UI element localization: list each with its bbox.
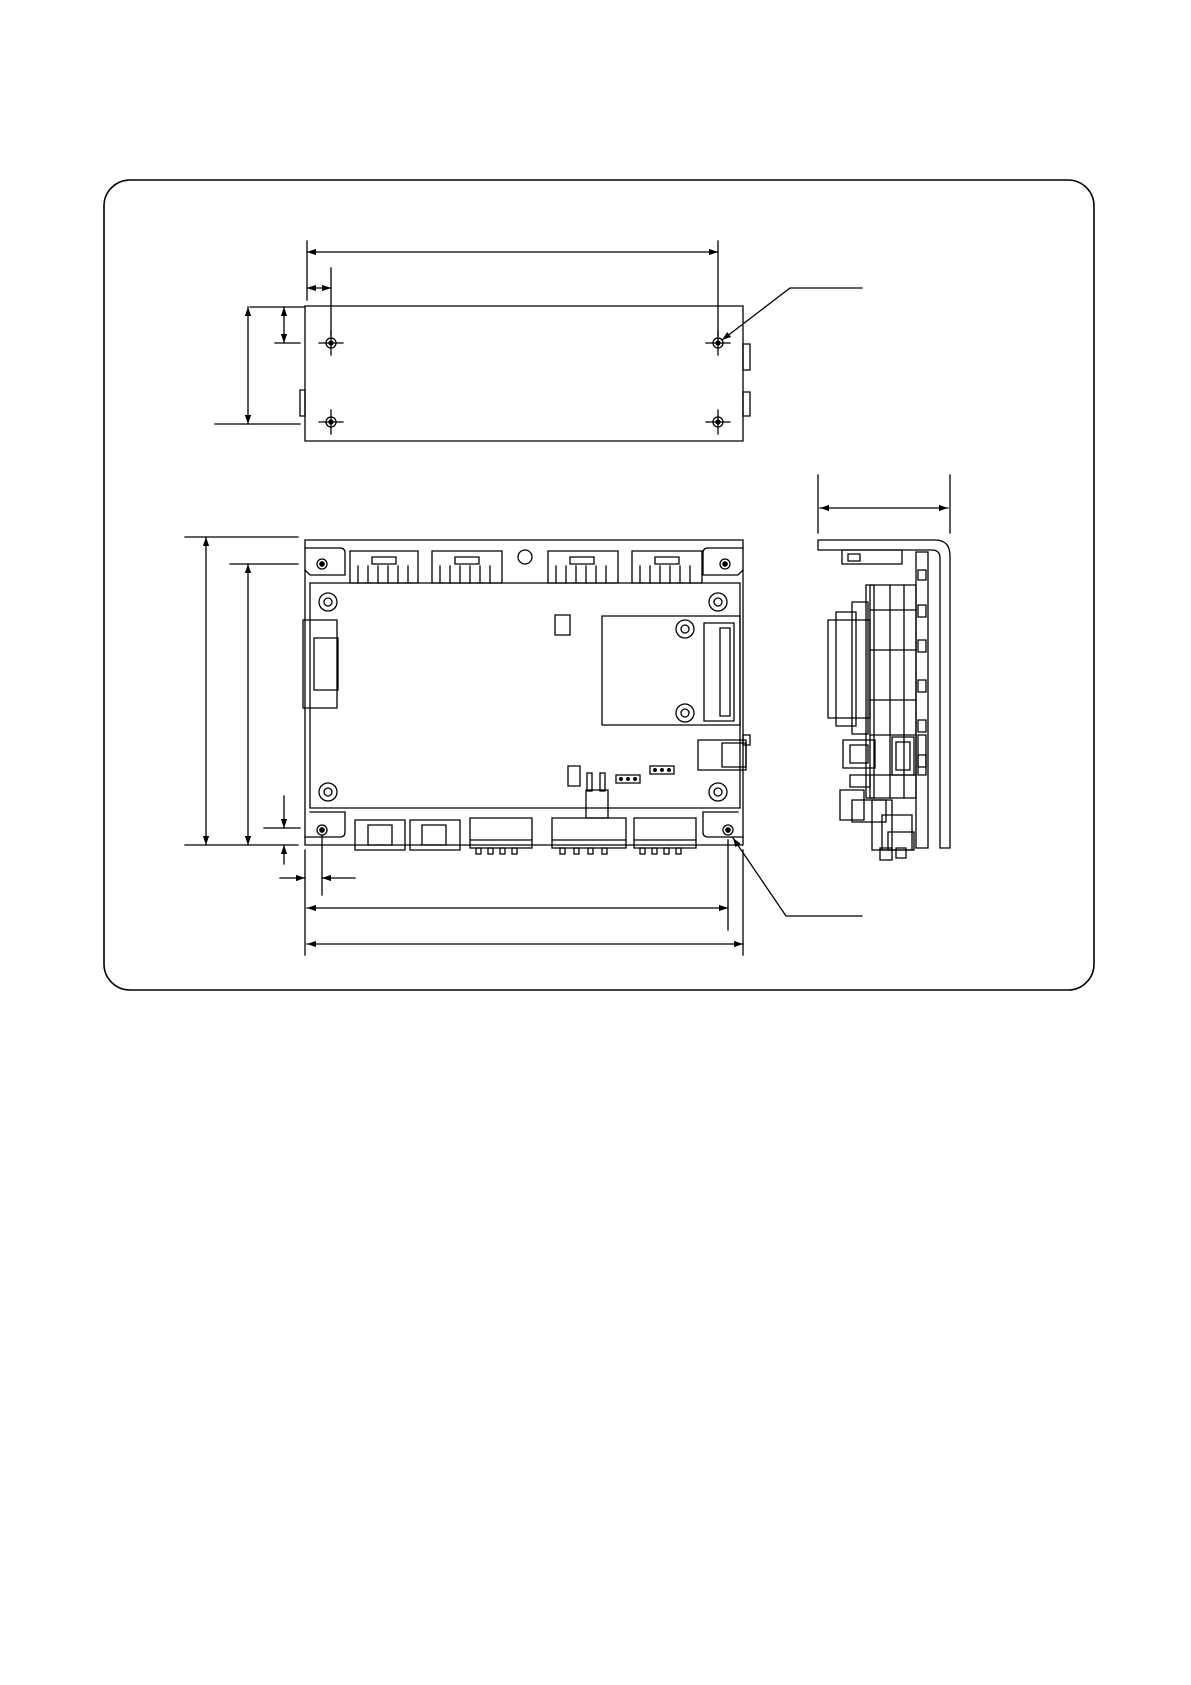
side-view [818, 475, 950, 860]
front-view-daughter-module [602, 616, 740, 725]
front-view [185, 537, 862, 955]
front-view-dim-overall-width [307, 850, 743, 955]
top-view-hole-bl [319, 410, 343, 434]
top-view-dim-hole-vertical-offset [250, 307, 305, 343]
side-view-dim-depth [818, 475, 950, 533]
top-view-dim-hole-pitch [307, 241, 718, 335]
top-view-dim-hole-offset [307, 268, 331, 335]
top-view-dim-hole-vertical-pitch [215, 307, 300, 424]
side-view-dsub-connector [828, 620, 870, 718]
front-view-dim-hole-left-offset [280, 836, 355, 955]
drawing-frame [104, 180, 1094, 990]
front-view-mount-hole-bl [317, 825, 327, 835]
front-view-dim-hole-pitch-vertical [230, 564, 298, 845]
front-view-mount-hole-br [723, 825, 733, 835]
front-view-left-connector [303, 620, 337, 708]
front-view-dim-hole-bottom-offset [264, 796, 300, 864]
front-view-hole-leader [733, 838, 862, 916]
side-view-bracket [818, 540, 950, 848]
top-view-hole-br [706, 410, 730, 434]
front-view-mount-hole-tr [720, 559, 730, 569]
front-view-pcb [310, 583, 740, 808]
front-view-dim-overall-height [185, 537, 298, 845]
front-view-mount-hole-tl [317, 559, 327, 569]
front-view-top-connectors [350, 550, 702, 583]
front-view-bottom-connectors [355, 818, 696, 854]
front-view-standoffs [319, 593, 727, 801]
top-view [215, 241, 862, 441]
top-view-body [305, 306, 743, 441]
front-view-chassis [305, 540, 743, 845]
